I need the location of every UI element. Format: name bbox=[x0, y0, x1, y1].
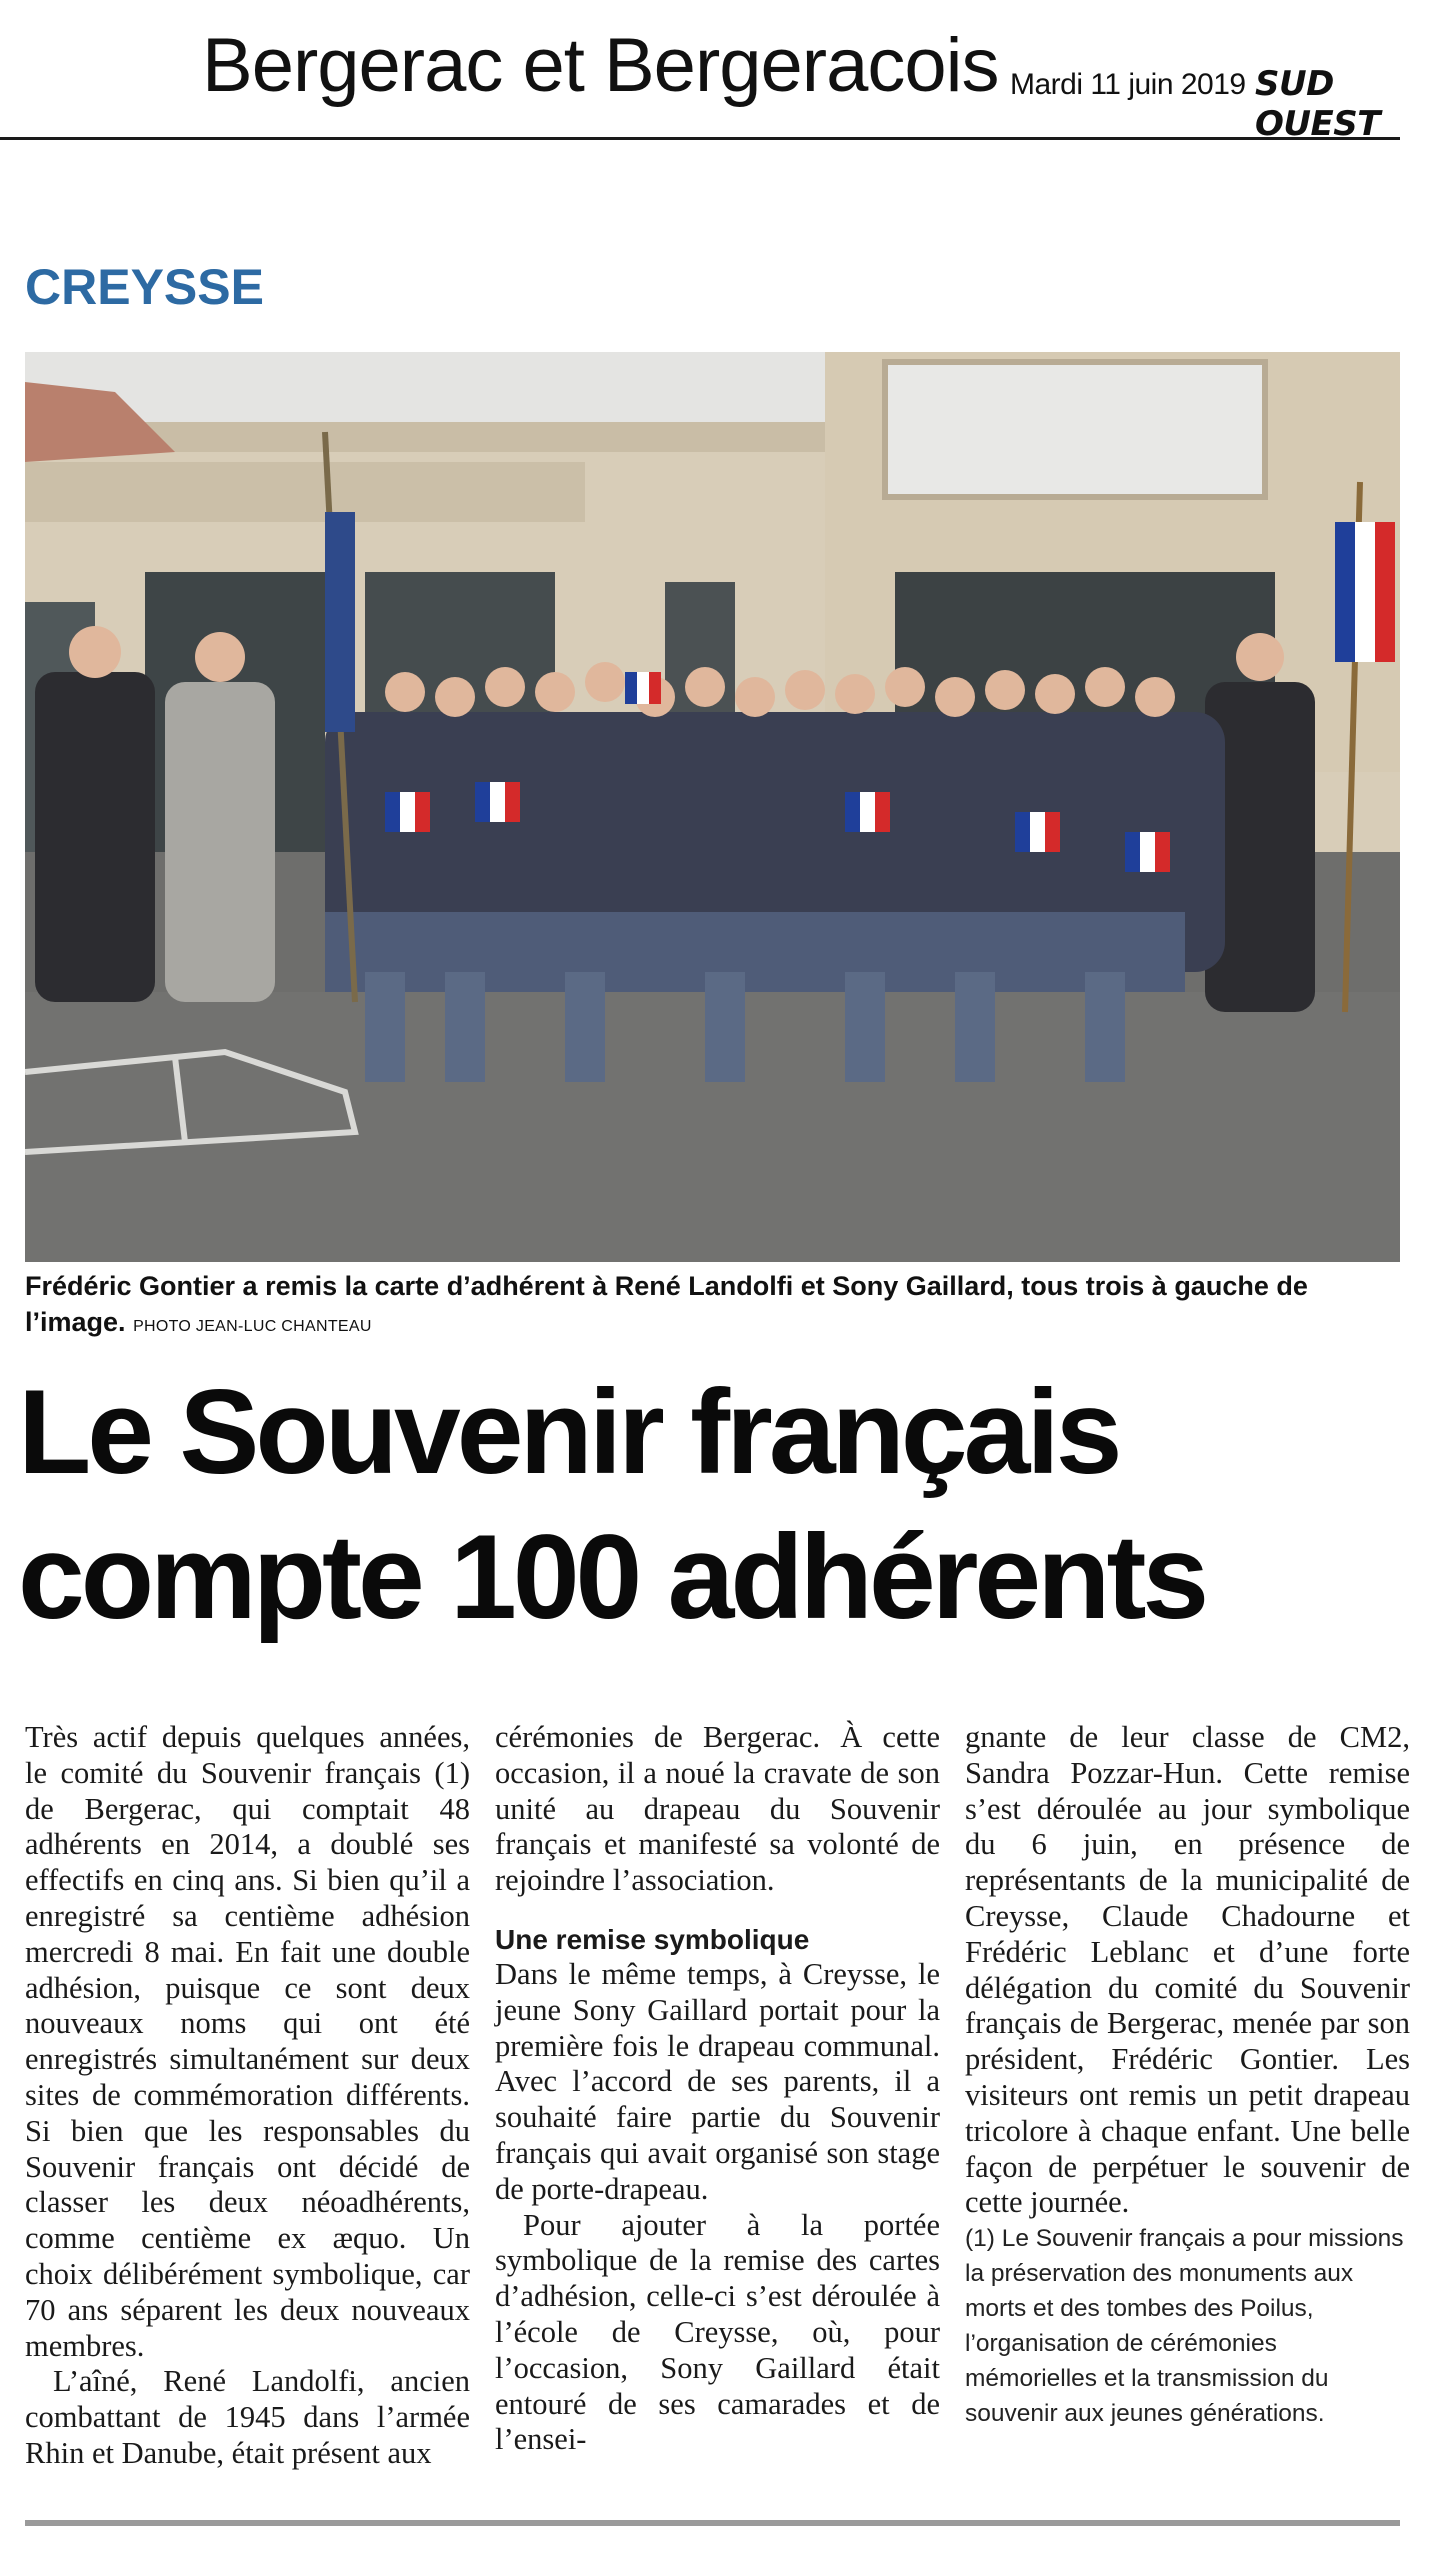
paragraph: gnante de leur classe de CM2, Sandra Pozzar-Hun. Cette remise s’est déroulée au jour symbolique du 6 juin, en présence de représentants de la municipalité de Creysse, Claude Chadourne et Frédéric Leblanc et d’une forte délégation du comité du Souvenir français de Bergerac, menée par son président, Frédéric Gontier. Les visiteurs ont remis un petit drapeau tricolore à chaque enfant. Une belle façon de perpétuer le souvenir de cette journée. bbox=[965, 1720, 1410, 2220]
page-header bbox=[0, 0, 1400, 144]
photo-caption bbox=[25, 1268, 1400, 1345]
column-1 bbox=[25, 1720, 470, 2472]
paragraph: Dans le même temps, à Creysse, le jeune Sony Gaillard portait pour la première fois le drapeau communal. Avec l’accord de ses parents, il a souhaité faire partie du Souvenir français qui avait organisé son stage de porte-drapeau. bbox=[495, 1956, 940, 2206]
article-body bbox=[25, 1720, 1410, 2480]
photo-credit: PHOTO JEAN-LUC CHANTEAU bbox=[133, 1318, 372, 1335]
issue-date: Mardi 11 juin 2019 bbox=[1010, 68, 1246, 101]
caption-text: Frédéric Gontier a remis la carte d’adhérent à René Landolfi et Sony Gaillard, tous trois à gauche de l’image. bbox=[25, 1271, 1308, 1337]
article-headline bbox=[18, 1360, 1408, 1650]
bottom-divider bbox=[25, 2520, 1400, 2526]
paragraph: Pour ajouter à la portée symbolique de la remise des cartes d’adhésion, celle-ci s’est déroulée à l’école de Creysse, où, pour l’occasion, Sony Gaillard était entouré de ses camarades et de l’ensei- bbox=[495, 2207, 940, 2457]
column-2 bbox=[495, 1720, 940, 2458]
newspaper-logo: SUD OUEST bbox=[1255, 64, 1380, 144]
subheading: Une remise symbolique bbox=[495, 1923, 810, 1955]
article-photo bbox=[25, 352, 1400, 1262]
headline-line-1: Le Souvenir français bbox=[18, 1365, 1119, 1499]
paragraph: L’aîné, René Landolfi, ancien combattant de 1945 dans l’armée Rhin et Danube, était présent aux bbox=[25, 2364, 470, 2470]
paragraph: cérémonies de Bergerac. À cette occasion, il a noué la cravate de son unité au drapeau du Souvenir français et manifesté sa volonté de rejoindre l’association. bbox=[495, 1720, 940, 1898]
column-3 bbox=[965, 1720, 1410, 2431]
footnote: (1) Le Souvenir français a pour missions la préservation des monuments aux morts et des tombes des Poilus, l’organisation de cérémonies mémorielles et la transmission du souvenir aux jeunes générations. bbox=[965, 2225, 1404, 2428]
section-title: Bergerac et Bergeracois bbox=[202, 23, 999, 108]
location-kicker: CREYSSE bbox=[25, 259, 264, 315]
headline-line-2: compte 100 adhérents bbox=[18, 1510, 1206, 1644]
paragraph: Très actif depuis quelques années, le comité du Souvenir français (1) de Bergerac, qui comptait 48 adhérents en 2014, a doublé ses effectifs en cinq ans. Si bien qu’il a enregistré sa centième adhésion mercredi 8 mai. En fait une double adhésion, puisque ce sont deux nouveaux noms qui ont été enregistrés simultanément sur deux sites de commémoration différents. Si bien que les responsables du Souvenir français ont décidé de classer les deux néoadhérents, comme centième ex æquo. Un choix délibérément symbolique, car 70 ans séparent les deux nouveaux membres. bbox=[25, 1720, 470, 2363]
